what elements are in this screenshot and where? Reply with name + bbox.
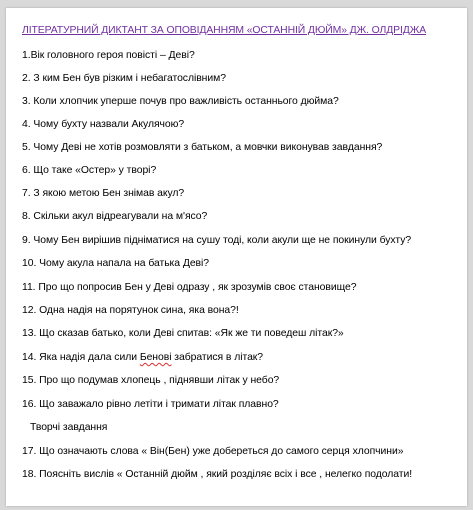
question-7: 7. З якою метою Бен знімав акул? — [22, 188, 185, 199]
question-14-prefix: 14. Яка надія дала сили — [22, 352, 140, 363]
question-16: 16. Що заважало рівно летіти і тримати літак плавно? — [22, 399, 279, 410]
document-page — [6, 8, 467, 506]
question-11: 11. Про що попросив Бен у Деві одразу , як зрозумів своє становище? — [22, 282, 357, 293]
question-6: 6. Що таке «Остер» у творі? — [22, 165, 157, 176]
question-5: 5. Чому Деві не хотів розмовляти з батьком, а мовчки виконував завдання? — [22, 142, 383, 153]
question-8: 8. Скільки акул відреагували на м'ясо? — [22, 211, 208, 222]
question-15: 15. Про що подумав хлопець , піднявши літак у небо? — [22, 375, 280, 386]
question-13: 13. Що сказав батько, коли Деві спитав: «Як же ти поведеш літак?» — [22, 328, 344, 339]
question-14-underlined-word: Бенові — [139, 352, 172, 363]
creative-tasks-heading: Творчі завдання — [30, 422, 108, 433]
question-3: 3. Коли хлопчик уперше почув про важливість останнього дюйма? — [22, 96, 339, 107]
question-14 — [22, 352, 263, 363]
question-2: 2. З ким Бен був різким і небагатослівним? — [22, 73, 226, 84]
question-12: 12. Одна надія на порятунок сина, яка вона?! — [22, 305, 239, 316]
question-4: 4. Чому бухту назвали Акулячою? — [22, 119, 185, 130]
question-10: 10. Чому акула напала на батька Деві? — [22, 258, 210, 269]
question-14-suffix: забратися в літак? — [171, 352, 264, 363]
question-1: 1.Вік головного героя повісті – Деві? — [22, 50, 195, 61]
question-9: 9. Чому Бен вирішив підніматися на сушу тоді, коли акули ще не покинули бухту? — [22, 235, 412, 246]
task-18: 18. Поясніть вислів « Останній дюйм , який розділяє всіх і все , нелегко подолати! — [22, 469, 413, 480]
document-title: ЛІТЕРАТУРНИЙ ДИКТАНТ ЗА ОПОВІДАННЯМ «ОСТАННІЙ ДЮЙМ» ДЖ. ОЛДРІДЖА — [22, 25, 427, 36]
task-17: 17. Що означають слова « Він(Бен) уже добереться до самого серця хлопчини» — [22, 446, 404, 457]
